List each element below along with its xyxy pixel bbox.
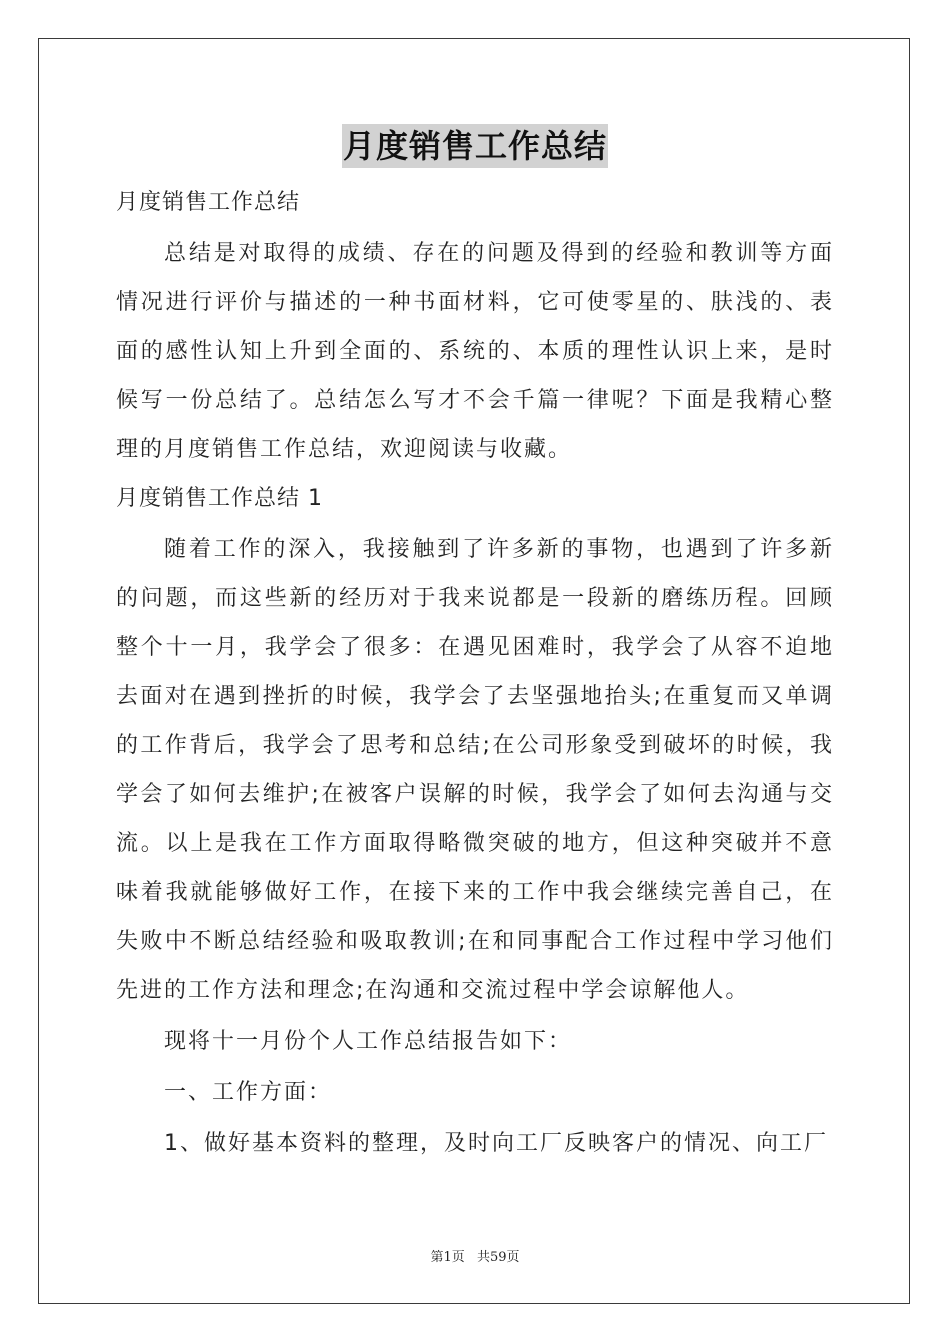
title-container <box>0 124 950 168</box>
page-footer <box>0 1246 950 1265</box>
summary-intro-line: 现将十一月份个人工作总结报告如下： <box>164 1029 573 1054</box>
document-body <box>116 178 834 1168</box>
list-item-1: 1、做好基本资料的整理，及时向工厂反映客户的情况、向工厂 <box>164 1131 828 1156</box>
subtitle: 月度销售工作总结 <box>116 190 301 215</box>
section-heading: 月度销售工作总结 1 <box>116 486 323 511</box>
document-title: 月度销售工作总结 <box>342 124 608 168</box>
work-aspect-heading: 一、工作方面： <box>164 1080 333 1105</box>
page-total: 共59页 <box>476 1250 520 1265</box>
intro-paragraph: 总结是对取得的成绩、存在的问题及得到的经验和教训等方面情况进行评价与描述的一种书面材料，它可使零星的、肤浅的、表面的感性认知上升到全面的、系统的、本质的理性认识上来，是时候写一份总结了。总结怎么写才不会千篇一律呢？下面是我精心整理的月度销售工作总结，欢迎阅读与收藏。 <box>116 241 834 462</box>
section-paragraph: 随着工作的深入，我接触到了许多新的事物，也遇到了许多新的问题，而这些新的经历对于我来说都是一段新的磨练历程。回顾整个十一月，我学会了很多：在遇见困难时，我学会了从容不迫地去面对在遇到挫折的时候，我学会了去坚强地抬头;在重复而又单调的工作背后，我学会了思考和总结;在公司形象受到破坏的时候，我学会了如何去维护;在被客户误解的时候，我学会了如何去沟通与交流。以上是我在工作方面取得略微突破的地方，但这种突破并不意味着我就能够做好工作，在接下来的工作中我会继续完善自己，在失败中不断总结经验和吸取教训;在和同事配合工作过程中学习他们先进的工作方法和理念;在沟通和交流过程中学会谅解他人。 <box>116 537 834 1003</box>
page-number: 第1页 <box>430 1250 465 1265</box>
